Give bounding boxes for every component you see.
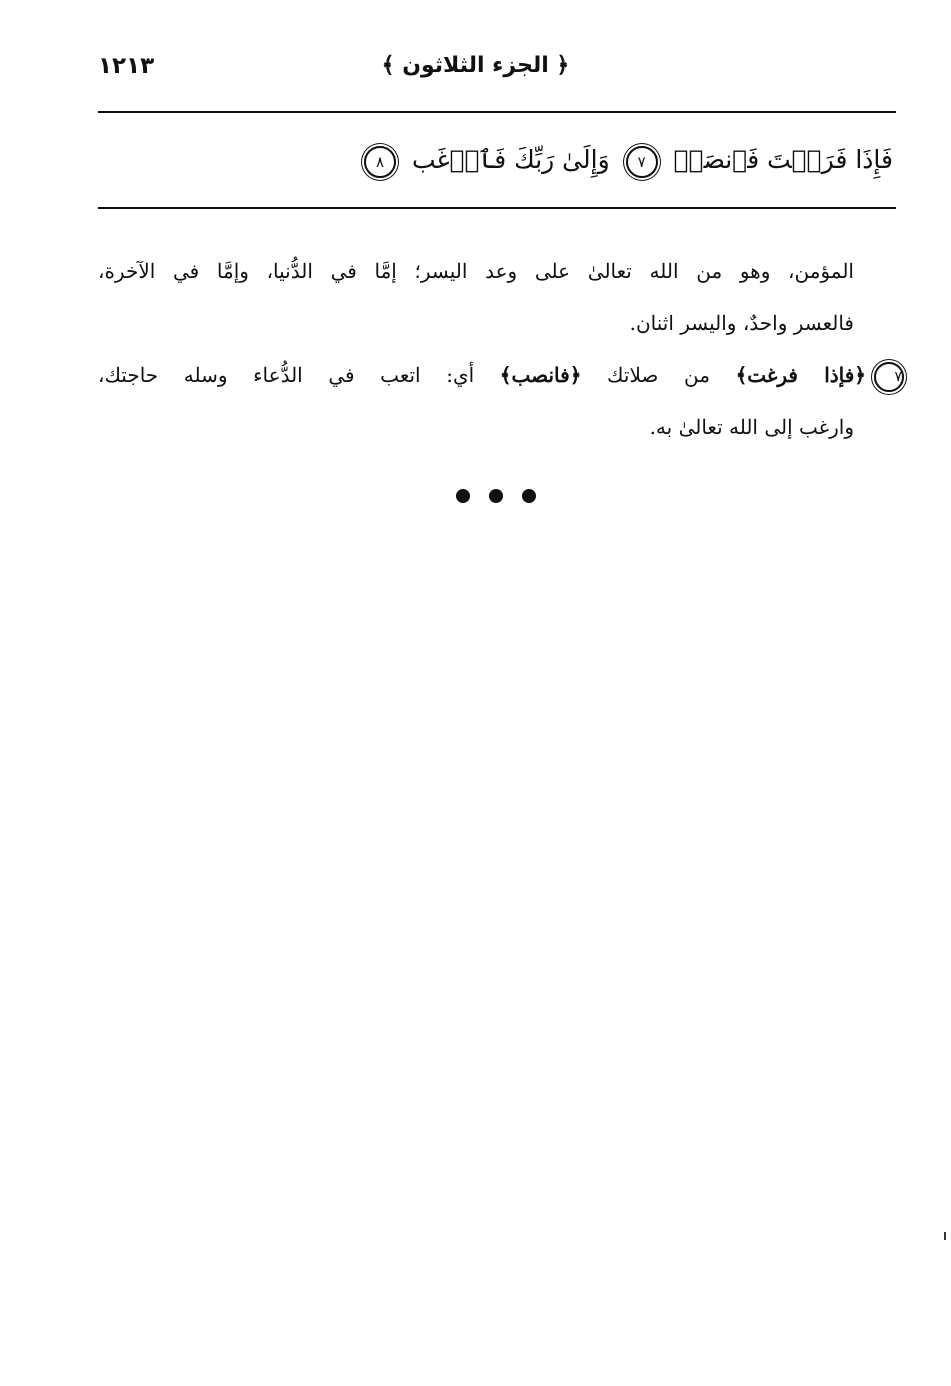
- dot-icon: [489, 489, 503, 503]
- verse-rule: [98, 207, 896, 209]
- dot-icon: [522, 489, 536, 503]
- verse-text-part1: فَإِذَا فَرَغۡتَ فَٱنصَبۡ: [673, 145, 893, 174]
- scan-edge-mark: [944, 1232, 946, 1240]
- running-header: ﴿ الجزء الثلاثون ﴾: [381, 53, 570, 78]
- commentary-p2-text2: أي: اتعب في الدُّعاء وسله حاجتك،: [98, 363, 475, 387]
- commentary-p2-line2: وارغب إلى الله تعالىٰ به.: [649, 415, 854, 439]
- page-number: ١٢١٣: [98, 53, 155, 79]
- commentary-p2-line1: [98, 349, 904, 401]
- verse-text-part2: وَإِلَىٰ رَبِّكَ فَٱرۡغَب: [411, 145, 610, 174]
- header-rule: [98, 111, 896, 113]
- commentary-p1-line1: المؤمن، وهو من الله تعالىٰ على وعد اليسر؛ إمَّا في الدُّنيا، وإمَّا في الآخرة،: [98, 259, 854, 283]
- inline-ayah-marker: ٧: [874, 362, 904, 392]
- quran-verse-line: [98, 134, 893, 186]
- commentary-p1-line2: فالعسر واحدٌ، واليسر اثنان.: [629, 311, 854, 335]
- quoted-term-fa-idha-faraghta: ﴿فإذا فرغت﴾: [735, 363, 867, 387]
- section-end-dots: [456, 484, 536, 508]
- ayah-number-marker-8: ٨: [364, 146, 396, 178]
- quoted-term-fansab: ﴿فانصب﴾: [499, 363, 582, 387]
- ayah-number-marker-7: ٧: [626, 146, 658, 178]
- commentary-body: [98, 245, 904, 453]
- dot-icon: [456, 489, 470, 503]
- commentary-p2-text1: من صلاتك: [607, 363, 710, 387]
